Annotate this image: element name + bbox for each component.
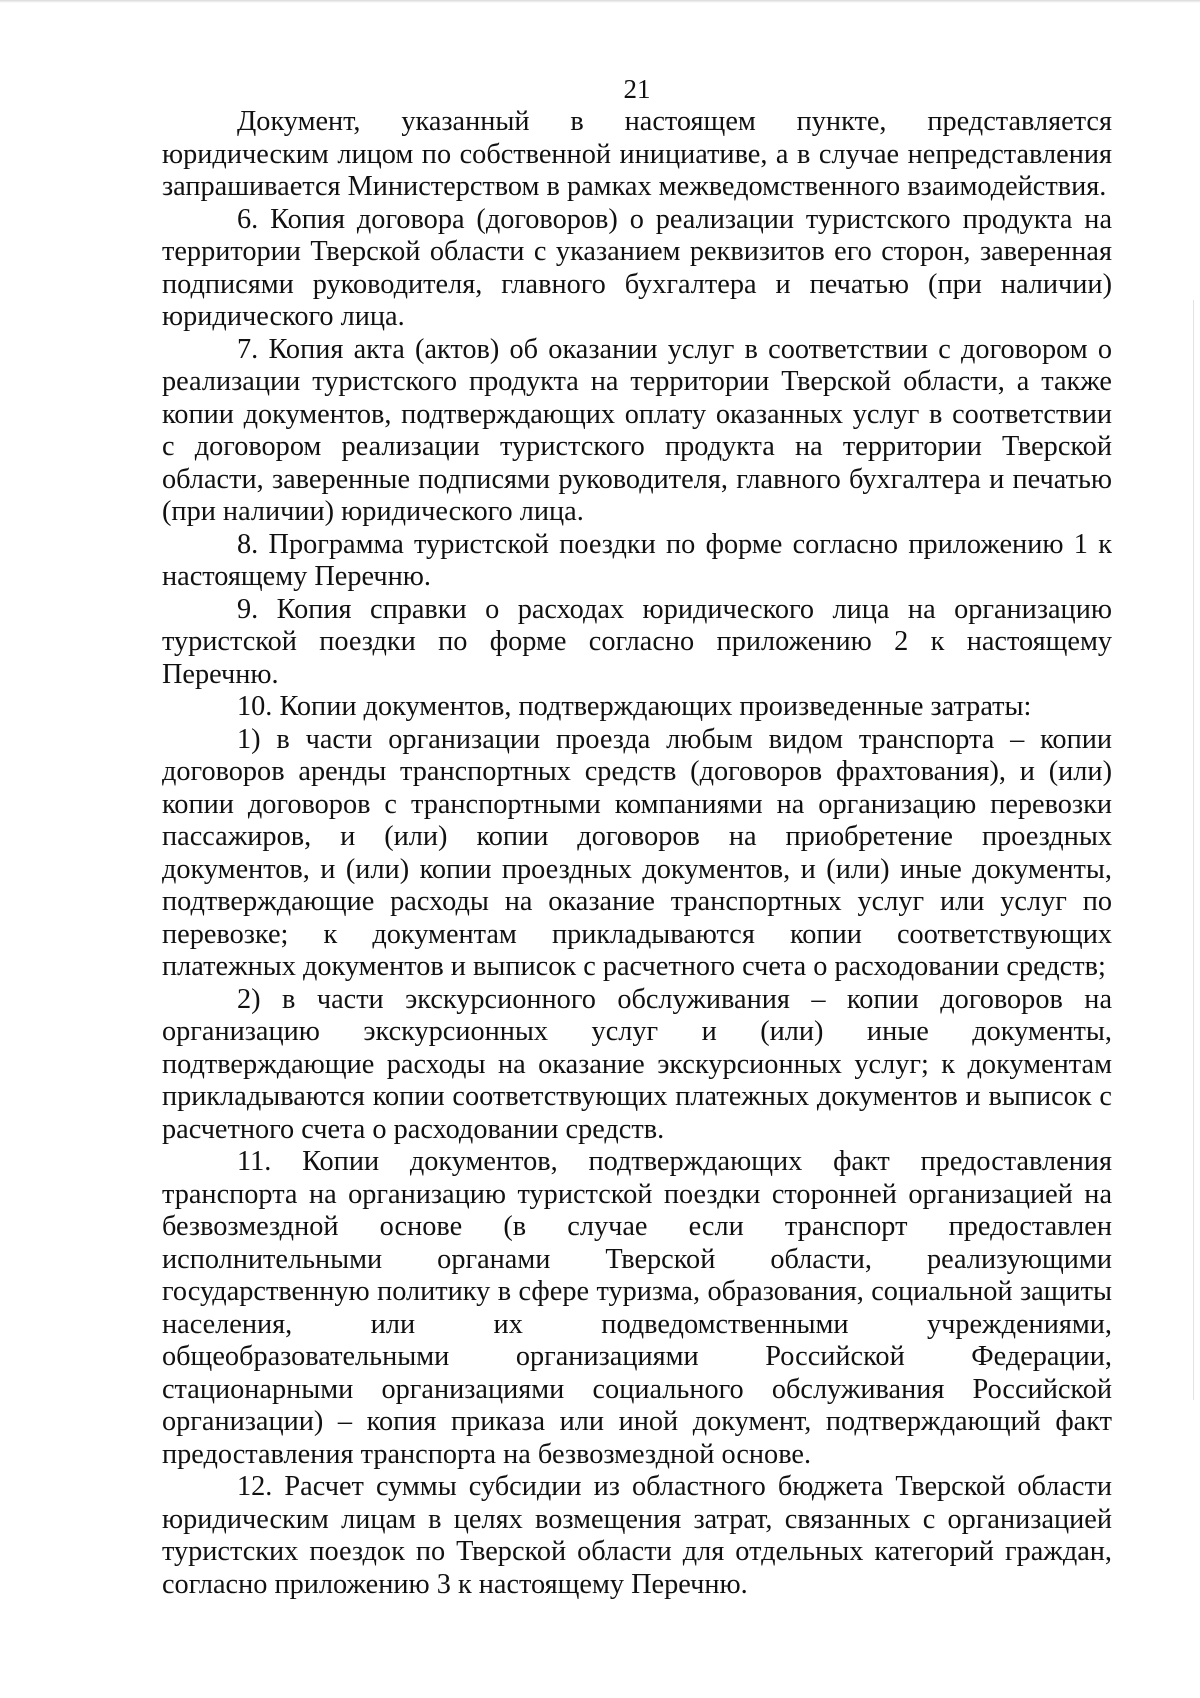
paragraph-item-11: 11. Копии документов, подтверждающих факт предоставления транспорта на организацию туристской поездки сторонней организацией на безвозмездной основе (в случае если транспорт предоставлен исполнительными органами Тверской области, реализующими государственную политику в сфере туризма, образования, социальной защиты населения, или их подведомственными учреждениями, общеобразовательными организациями Российской Федерации, стационарными организациями социального обслуживания Российской организации) – копия приказа или иной документ, подтверждающий факт предоставления транспорта на безвозмездной основе. (162, 1146, 1112, 1470)
scan-edge-right (1193, 300, 1194, 1400)
paragraph-item-9: 9. Копия справки о расходах юридического лица на организацию туристской поездки по форме согласно приложению 2 к настоящему Перечню. (162, 593, 1112, 690)
paragraph-document-note: Документ, указанный в настоящем пункте, представляется юридическим лицом по собственной инициативе, а в случае непредставления запрашивается Министерством в рамках межведомственного взаимодействия. (162, 106, 1112, 202)
paragraph-item-10-sub-1: 1) в части организации проезда любым видом транспорта – копии договоров аренды транспортных средств (договоров фрахтования), и (или) копии договоров с транспортными компаниями на организацию перевозки пассажиров, и (или) копии договоров на приобретение проездных документов, и (или) копии проездных документов, и (или) иные документы, подтверждающие расходы на оказание транспортных услуг или услуг по перевозке; к документам прикладываются копии соответствующих платежных документов и выписок с расчетного счета о расходовании средств; (162, 723, 1112, 982)
paragraph-item-6: 6. Копия договора (договоров) о реализации туристского продукта на территории Тверской области с указанием реквизитов его сторон, заверенная подписями руководителя, главного бухгалтера и печатью (при наличии) юридического лица. (162, 203, 1112, 332)
paragraph-item-10-sub-2: 2) в части экскурсионного обслуживания – копии договоров на организацию экскурсионных услуг и (или) иные документы, подтверждающие расходы на оказание экскурсионных услуг; к документам прикладываются копии соответствующих платежных документов и выписок с расчетного счета о расходовании средств. (162, 983, 1112, 1145)
page-number: 21 (623, 74, 651, 104)
scan-edge (0, 0, 1200, 3)
paragraph-item-12: 12. Расчет суммы субсидии из областного бюджета Тверской области юридическим лицам в целях возмещения затрат, связанных с организацией туристских поездок по Тверской области для отдельных категорий граждан, согласно приложению 3 к настоящему Перечню. (162, 1471, 1112, 1600)
paragraph-item-10: 10. Копии документов, подтверждающих произведенные затраты: (237, 691, 1032, 722)
document-page (162, 72, 1112, 1601)
paragraph-item-7: 7. Копия акта (актов) об оказании услуг в соответствии с договором о реализации туристского продукта на территории Тверской области, а также копии документов, подтверждающих оплату оказанных услуг в соответствии с договором реализации туристского продукта на территории Тверской области, заверенные подписями руководителя, главного бухгалтера и печатью (при наличии) юридического лица. (162, 333, 1112, 527)
paragraph-item-8: 8. Программа туристской поездки по форме согласно приложению 1 к настоящему Перечню. (162, 528, 1112, 592)
